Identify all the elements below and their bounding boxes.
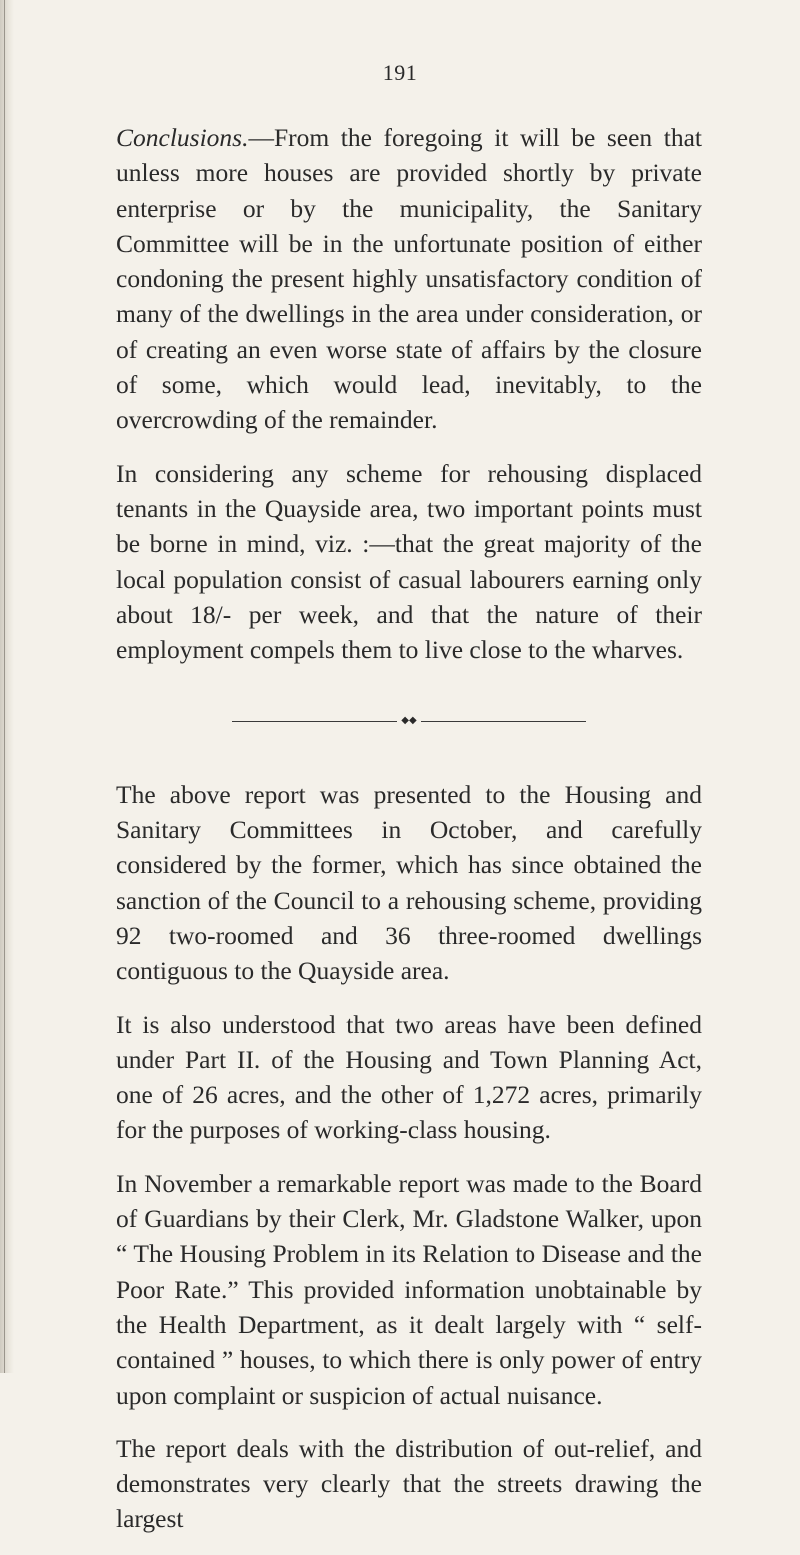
divider-diamond-icon: ◆◆ (401, 715, 417, 727)
book-binding-edge (0, 0, 14, 1373)
paragraph-rehousing-considerations (116, 456, 702, 668)
page-body (116, 120, 702, 1555)
paragraph-text: It is also understood that two areas have been defined under Part II. of the Housing and Town Planning Act, one of 26 acres, and the other of 1,272 acres, primarily for the purposes of working-class housing. (116, 1009, 702, 1145)
paragraph-conclusions (116, 120, 702, 438)
paragraph-areas-defined (116, 1007, 702, 1148)
paragraph-report-presented (116, 777, 702, 989)
paragraph-lead-heading: Conclusions. (116, 123, 249, 152)
page-number: 191 (382, 60, 418, 85)
divider-rule-left (232, 721, 397, 722)
paragraph-text: The above report was presented to the Housing and Sanitary Committees in October, and carefully considered by the former, which has since obtained the sanction of the Council to a rehousing scheme, providing 92 two-roomed and 36 three-roomed dwellings contiguous to the Quayside area. (116, 779, 702, 986)
paragraph-guardians-report (116, 1166, 702, 1413)
paragraph-text: In November a remarkable report was made to the Board of Guardians by their Clerk, Mr. Gladstone Walker, upon “ The Housing Problem in its Relation to Disease and the Poor Rate.” This provided information unobtainable by the Health Department, as it dealt largely with “ self-contained ” houses, to which there is only power of entry upon complaint or suspicion of actual nuisance. (116, 1168, 702, 1410)
paragraph-text: —From the foregoing it will be seen that unless more houses are provided shortly by private enterprise or by the municipality, the Sanitary Committee will be in the unfortunate position of either condoning the present highly unsatisfactory condition of many of the dwellings in the area under consideration, or of creating an even worse state of affairs by the closure of some, which would lead, inevitably, to the overcrowding of the remainder. (116, 123, 702, 435)
section-divider (116, 703, 702, 738)
divider-rule-right (421, 721, 586, 722)
paragraph-text: The report deals with the distribution of out-relief, and demonstrates very clearly that the streets drawing the largest (116, 1433, 702, 1534)
paragraph-text: In considering any scheme for rehousing displaced tenants in the Quayside area, two important points must be borne in mind, viz. :—that the great majority of the local population consist of casual labourers earning only about 18/- per week, and that the nature of their employment compels them to live close to the wharves. (116, 458, 702, 665)
paragraph-out-relief (116, 1431, 702, 1537)
